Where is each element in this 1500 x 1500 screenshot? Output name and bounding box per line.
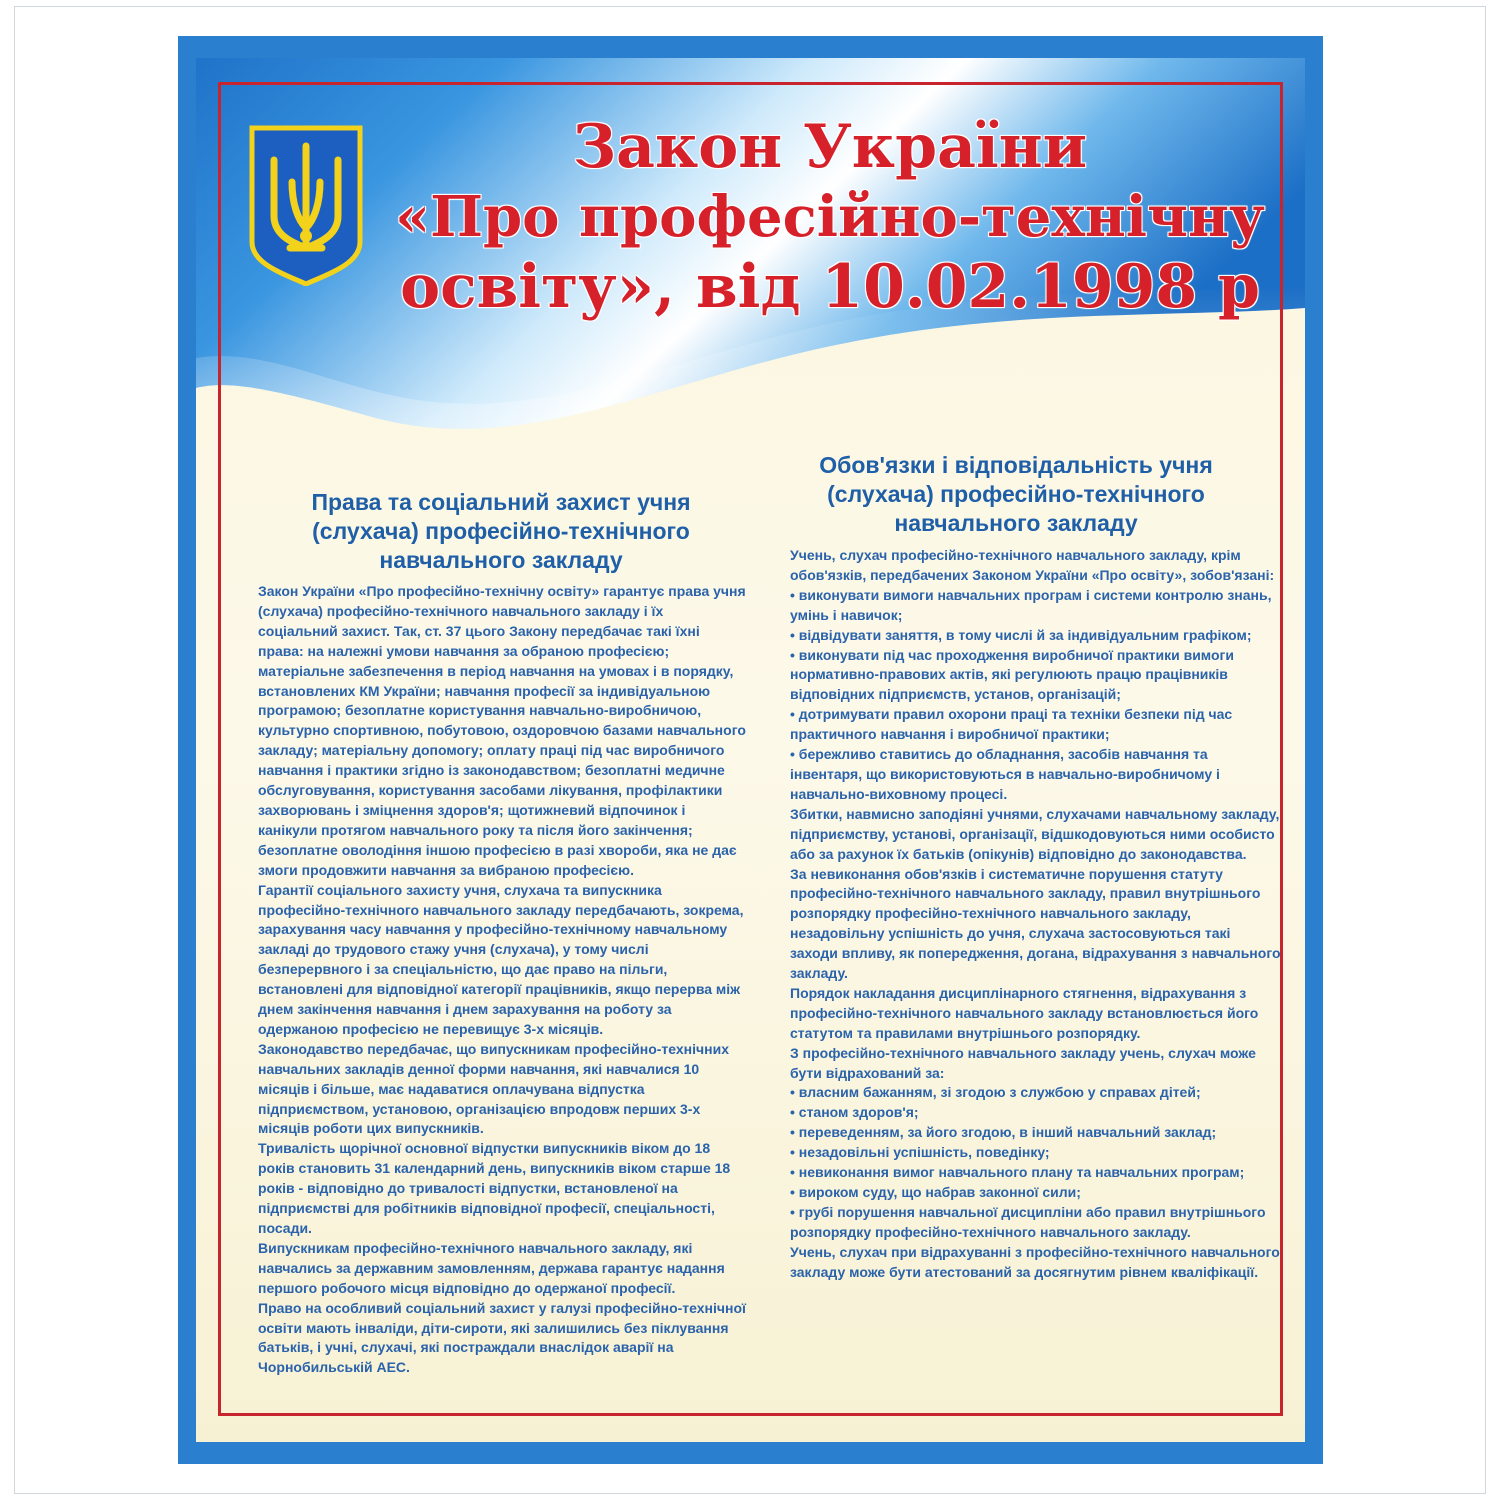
poster-board <box>178 36 1323 1464</box>
poster-inner <box>196 58 1305 1442</box>
left-column-text: Закон України «Про професійно-технічну освіту» гарантує права учня (слухача) професійно-технічного навчального закладу і їх соціальний захист. Так, ст. 37 цього Закону передбачає такі їхні права: на належні умови навчання за обраною професією; матеріальне забезпечення в період навчання на умовах і в порядку, встановлених КМ України; навчання професії за індивідуальною програмою; безоплатне користування навчально-виробничою, культурно спортивною, побутовою, оздоровчою базами навчального закладу; матеріальну допомогу; оплату праці під час виробничого навчання і практики згідно із законодавством; безоплатні медичне обслуговування, користування засобами лікування, профілактики захворювань і зміцнення здоров'я; щотижневий відпочинок і канікули протягом навчального року та після його закінчення; безоплатне оволодіння іншою професією в разі хвороби, яка не дає змоги продовжити навчання за вибраною професією. Гарантії соціального захисту учня, слухача та випускника професійно-технічного навчального закладу передбачають, зокрема, зарахування часу навчання у професійно-технічному навчальному закладі до трудового стажу учня (слухача), у тому числі безперервного і за спеціальністю, що дає право на пільги, встановлені для відповідної категорії працівників, якщо перерва між днем закінчення навчання і днем зарахування на роботу за одержаною професією не перевищує 3-х місяців. Законодавство передбачає, що випускникам професійно-технічних навчальних закладів денної форми навчання, які навчалися 10 місяців і більше, має надаватися оплачувана відпустка підприємством, установою, організацією впродовж перших 3-х місяців роботи цих випускників. Тривалість щорічної основної відпустки випускників віком до 18 років становить 31 календарний день, випускників віком старше 18 років - відповідно до тривалості відпустки, встановленої на підприємстві для робітників відповідної професії, спеціальності, посади. Випускникам професійно-технічного навчального закладу, які навчались за державним замовленням, держава гарантує надання першого робочого місця відповідно до одержаної професії. Право на особливий соціальний захист у галузі професійно-технічної освіти мають інваліди, діти-сироти, які залишились без піклування батьків, і учні, слухачі, які постраждали внаслідок аварії на Чорнобильській АЕС. <box>258 583 746 1376</box>
coat-of-arms-trident-icon <box>248 124 364 286</box>
right-column-text: Учень, слухач професійно-технічного навчального закладу, крім обов'язків, передбачених Законом України «Про освіту», зобов'язані: • виконувати вимоги навчальних програм і системи контролю знань, умінь і навичок; • відвідувати заняття, в тому числі й за індивідуальним графіком; • виконувати під час проходження виробничої практики вимоги нормативно-правових актів, які регулюють працю працівників відповідних підприємств, установ, організацій; • дотримувати правил охорони праці та техніки безпеки під час практичного навчання і виробничої практики; • бережливо ставитись до обладнання, засобів навчання та інвентаря, що використовуються в навчально-виробничому і навчально-виховному процесі. Збитки, навмисно заподіяні учнями, слухачами навчальному закладу, підприємству, установі, організації, відшкодовуються ними особисто або за рахунок їх батьків (опікунів) відповідно до законодавства. За невиконання обов'язків і систематичне порушення статуту професійно-технічного навчального закладу, правил внутрішнього розпорядку професійно-технічного навчального закладу, незадовільну успішність до учня, слухача застосовуються такі заходи впливу, як попередження, догана, відрахування з навчального закладу. Порядок накладання дисциплінарного стягнення, відрахування з професійно-технічного навчального закладу встановлюється його статутом та правилами внутрішнього розпорядку. З професійно-технічного навчального закладу учень, слухач може бути відрахований за: • власним бажанням, зі згодою з службою у справах дітей; • станом здоров'я; • переведенням, за його згодою, в інший навчальний заклад; • незадовільні успішність, поведінку; • невиконання вимог навчального плану та навчальних програм; • вироком суду, що набрав законної сили; • грубі порушення навчальної дисципліни або правил внутрішнього розпорядку професійно-технічного навчального закладу. Учень, слухач при відрахуванні з професійно-технічного навчального закладу може бути атестований за досягнутим рівнем кваліфікації. <box>790 547 1281 1280</box>
left-column-heading: Права та соціальний захист учня (слухача) професійно-технічного навчального закладу <box>311 489 691 573</box>
poster-title <box>380 112 1280 322</box>
title-line-2: «Про професійно-технічну <box>395 184 1265 250</box>
right-column-heading: Обов'язки і відповідальність учня (слухача) професійно-технічного навчального закладу <box>819 452 1213 536</box>
title-line-3: освіту», від 10.02.1998 р <box>400 252 1260 322</box>
title-line-1: Закон України <box>572 112 1088 182</box>
